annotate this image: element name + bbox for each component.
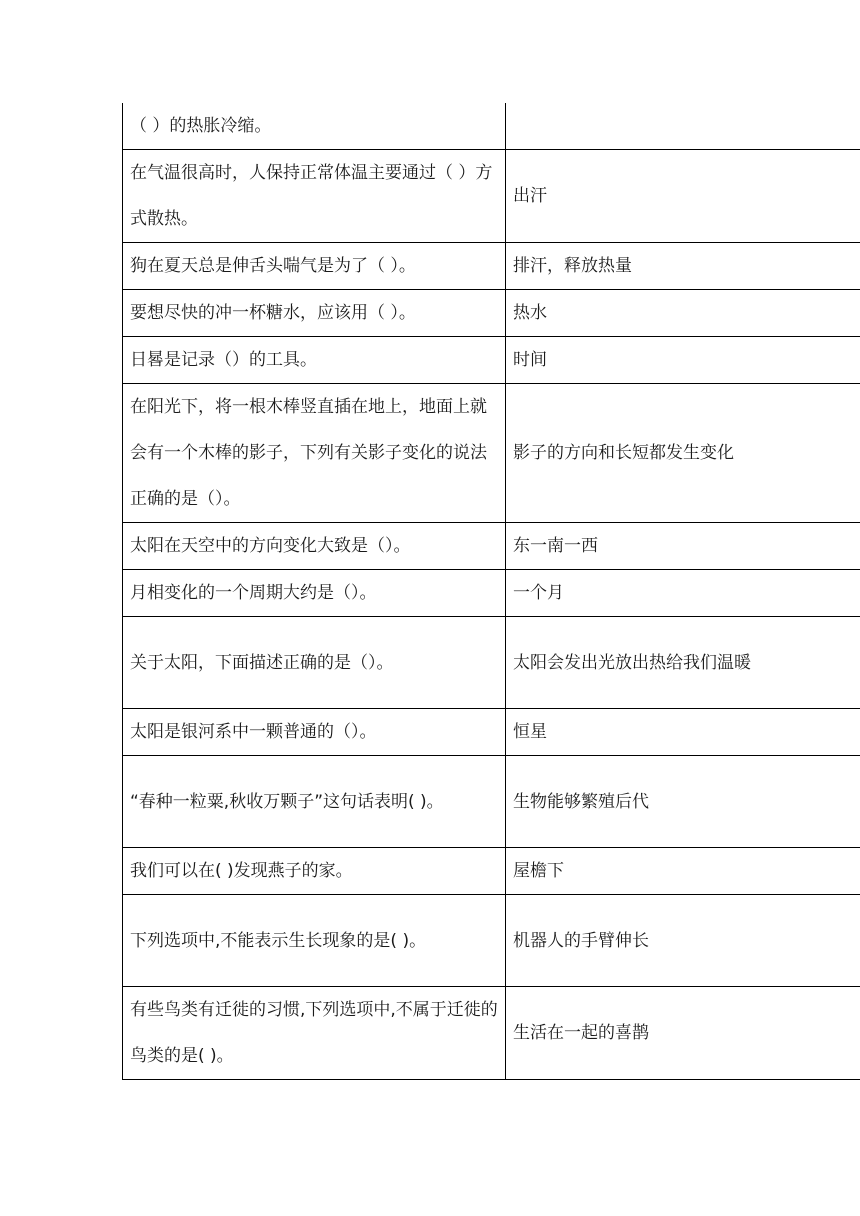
question-cell: 有些鸟类有迁徙的习惯,下列选项中,不属于迁徙的鸟类的是( )。 [123,987,506,1080]
question-cell: 狗在夏天总是伸舌头喘气是为了（ ）。 [123,243,506,290]
question-answer-table [122,103,860,1080]
question-cell: 我们可以在( )发现燕子的家。 [123,848,506,895]
question-cell: 日晷是记录（）的工具。 [123,337,506,384]
answer-cell: 生活在一起的喜鹊 [506,987,860,1080]
answer-cell: 排汗，释放热量 [506,243,860,290]
answer-cell: 太阳会发出光放出热给我们温暖 [506,617,860,709]
answer-cell: 生物能够繁殖后代 [506,756,860,848]
question-cell: 太阳是银河系中一颗普通的（）。 [123,709,506,756]
table-row [123,756,860,848]
question-cell: 在阳光下，将一根木棒竖直插在地上，地面上就会有一个木棒的影子，下列有关影子变化的说法正确的是（）。 [123,384,506,523]
question-cell: 太阳在天空中的方向变化大致是（）。 [123,523,506,570]
table-row [123,384,860,523]
answer-cell: 东一南一西 [506,523,860,570]
answer-cell: 影子的方向和长短都发生变化 [506,384,860,523]
question-cell: 下列选项中,不能表示生长现象的是( )。 [123,895,506,987]
question-cell: （ ）的热胀冷缩。 [123,103,506,150]
table-row [123,895,860,987]
question-cell: 在气温很高时，人保持正常体温主要通过（ ）方式散热。 [123,150,506,243]
answer-cell: 热水 [506,290,860,337]
question-cell: 要想尽快的冲一杯糖水，应该用（ ）。 [123,290,506,337]
table-row [123,290,860,337]
question-cell: 关于太阳，下面描述正确的是（）。 [123,617,506,709]
table-row [123,523,860,570]
table-row [123,243,860,290]
answer-cell: 出汗 [506,150,860,243]
answer-cell [506,103,860,150]
table-row [123,709,860,756]
table-row [123,570,860,617]
answer-cell: 一个月 [506,570,860,617]
answer-cell: 机器人的手臂伸长 [506,895,860,987]
table-row [123,848,860,895]
question-cell: 月相变化的一个周期大约是（）。 [123,570,506,617]
answer-cell: 恒星 [506,709,860,756]
table-row [123,103,860,150]
table-row [123,150,860,243]
answer-cell: 屋檐下 [506,848,860,895]
table-row [123,337,860,384]
table-row [123,987,860,1080]
question-cell: “春种一粒粟,秋收万颗子”这句话表明( )。 [123,756,506,848]
table-row [123,617,860,709]
answer-cell: 时间 [506,337,860,384]
